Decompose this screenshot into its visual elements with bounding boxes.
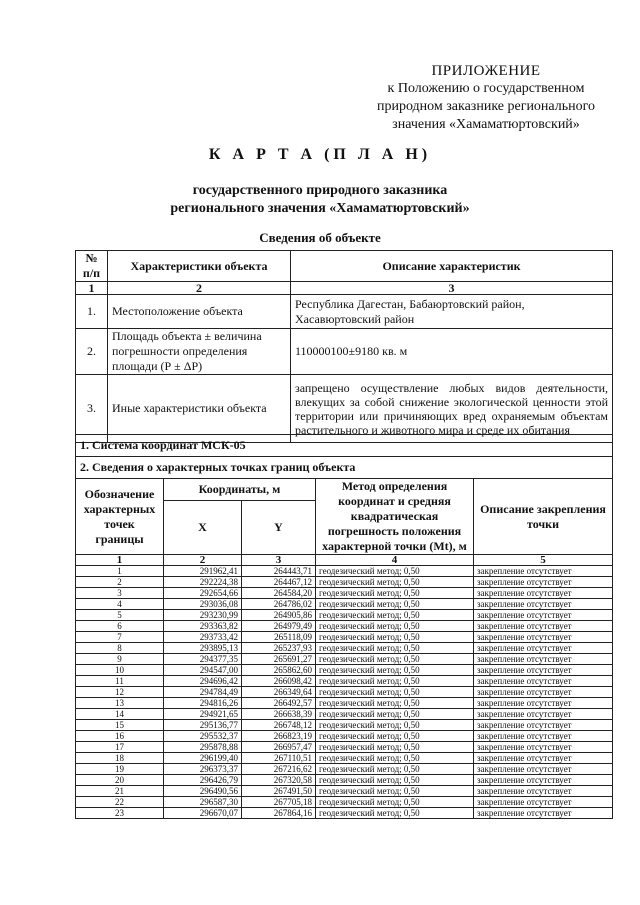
coordinate-x: 294784,49 [164, 687, 242, 698]
row-number: 3. [76, 375, 108, 443]
coordinate-x: 296426,79 [164, 775, 242, 786]
boundary-point-row [76, 720, 613, 731]
fixing-cell: закрепление отсутствует [474, 566, 613, 577]
coordinate-y: 266098,42 [242, 676, 316, 687]
object-info-table [75, 250, 613, 443]
coordinate-y: 264979,49 [242, 621, 316, 632]
coordinate-x: 296373,37 [164, 764, 242, 775]
fixing-cell: закрепление отсутствует [474, 665, 613, 676]
appendix-line-2: природном заказнике регионального [376, 99, 596, 114]
appendix-heading: ПРИЛОЖЕНИЕ [431, 63, 541, 79]
coordinate-x: 296199,40 [164, 753, 242, 764]
fixing-cell: закрепление отсутствует [474, 577, 613, 588]
boundary-point-row [76, 588, 613, 599]
header-fixing: Описание закрепления точки [474, 479, 613, 555]
subtitle-line-1: государственного природного заказника [192, 183, 448, 198]
coordinate-y: 267216,62 [242, 764, 316, 775]
coordinate-x: 296490,56 [164, 786, 242, 797]
header-description: Описание характеристик [291, 251, 613, 282]
point-number: 19 [76, 764, 164, 775]
description-cell: 110000100±9180 кв. м [291, 329, 613, 375]
coordinate-x: 293363,82 [164, 621, 242, 632]
coordinate-y: 265691,27 [242, 654, 316, 665]
point-number: 3 [76, 588, 164, 599]
coordinate-x: 296670,07 [164, 808, 242, 819]
coordinate-x: 293036,08 [164, 599, 242, 610]
coordinate-x: 294547,00 [164, 665, 242, 676]
point-number: 5 [76, 610, 164, 621]
method-cell: геодезический метод; 0,50 [316, 632, 474, 643]
row-number: 2. [76, 329, 108, 375]
method-cell: геодезический метод; 0,50 [316, 621, 474, 632]
boundary-point-row [76, 621, 613, 632]
fixing-cell: закрепление отсутствует [474, 808, 613, 819]
point-number: 17 [76, 742, 164, 753]
method-cell: геодезический метод; 0,50 [316, 698, 474, 709]
fixing-cell: закрепление отсутствует [474, 742, 613, 753]
method-cell: геодезический метод; 0,50 [316, 731, 474, 742]
coordinate-x: 293230,99 [164, 610, 242, 621]
header-coordinates: Координаты, м [164, 479, 316, 501]
coordinate-y: 265862,60 [242, 665, 316, 676]
point-number: 23 [76, 808, 164, 819]
coordinate-y: 265118,09 [242, 632, 316, 643]
coordinate-x: 293895,13 [164, 643, 242, 654]
boundary-point-row [76, 797, 613, 808]
row-number: 1. [76, 295, 108, 329]
boundary-point-row [76, 632, 613, 643]
object-info-heading: Сведения об объекте [259, 230, 381, 245]
appendix-block [356, 62, 616, 134]
method-cell: геодезический метод; 0,50 [316, 720, 474, 731]
point-number: 1 [76, 566, 164, 577]
boundary-point-row [76, 808, 613, 819]
section-boundary-points: 2. Сведения о характерных точках границ объекта [76, 457, 613, 479]
coordinate-y: 264467,12 [242, 577, 316, 588]
fixing-cell: закрепление отсутствует [474, 797, 613, 808]
coordinate-x: 294696,42 [164, 676, 242, 687]
boundary-point-row [76, 775, 613, 786]
method-cell: геодезический метод; 0,50 [316, 742, 474, 753]
point-number: 10 [76, 665, 164, 676]
point-number: 11 [76, 676, 164, 687]
boundary-point-row [76, 687, 613, 698]
coordinate-x: 294377,35 [164, 654, 242, 665]
document-subtitle [0, 182, 640, 218]
section-coordinate-system: 1. Система координат МСК-05 [76, 435, 613, 457]
coordinate-x: 294921,65 [164, 709, 242, 720]
column-number: 3 [242, 555, 316, 566]
point-number: 18 [76, 753, 164, 764]
column-number: 2 [164, 555, 242, 566]
method-cell: геодезический метод; 0,50 [316, 566, 474, 577]
description-cell: запрещено осуществление любых видов деятельности, влекущих за собой снижение экологической ценности этой территории или причиняющих вред охраняемым объектам растительного и животного мира и среде их обитания [291, 375, 613, 443]
column-number: 3 [291, 282, 613, 295]
boundary-point-row [76, 698, 613, 709]
coordinate-y: 266823,19 [242, 731, 316, 742]
point-number: 20 [76, 775, 164, 786]
characteristic-cell: Иные характеристики объекта [108, 375, 291, 443]
fixing-cell: закрепление отсутствует [474, 621, 613, 632]
coordinate-x: 296587,30 [164, 797, 242, 808]
fixing-cell: закрепление отсутствует [474, 687, 613, 698]
point-number: 8 [76, 643, 164, 654]
column-number: 2 [108, 282, 291, 295]
method-cell: геодезический метод; 0,50 [316, 753, 474, 764]
header-x: X [164, 500, 242, 554]
point-number: 2 [76, 577, 164, 588]
coordinate-y: 266638,39 [242, 709, 316, 720]
document-title: К А Р Т А (П Л А Н) [208, 146, 432, 163]
fixing-cell: закрепление отсутствует [474, 676, 613, 687]
point-number: 9 [76, 654, 164, 665]
coordinate-y: 267491,50 [242, 786, 316, 797]
method-cell: геодезический метод; 0,50 [316, 709, 474, 720]
appendix-line-1: к Положению о государственном [387, 81, 585, 96]
fixing-cell: закрепление отсутствует [474, 775, 613, 786]
header-number: № п/п [76, 251, 108, 282]
method-cell: геодезический метод; 0,50 [316, 797, 474, 808]
header-method: Метод определения координат и средняя квадратическая погрешность положения характерной точки (Mt), м [316, 479, 474, 555]
coordinate-y: 264786,02 [242, 599, 316, 610]
method-cell: геодезический метод; 0,50 [316, 654, 474, 665]
fixing-cell: закрепление отсутствует [474, 709, 613, 720]
boundary-point-row [76, 709, 613, 720]
boundary-point-row [76, 753, 613, 764]
boundary-point-row [76, 566, 613, 577]
fixing-cell: закрепление отсутствует [474, 720, 613, 731]
method-cell: геодезический метод; 0,50 [316, 577, 474, 588]
method-cell: геодезический метод; 0,50 [316, 687, 474, 698]
header-characteristic: Характеристики объекта [108, 251, 291, 282]
point-number: 22 [76, 797, 164, 808]
coordinate-x: 293733,42 [164, 632, 242, 643]
boundary-point-row [76, 764, 613, 775]
header-y: Y [242, 500, 316, 554]
header-designation: Обозначение характерных точек границы [76, 479, 164, 555]
coordinate-y: 267705,18 [242, 797, 316, 808]
coordinate-y: 267320,58 [242, 775, 316, 786]
method-cell: геодезический метод; 0,50 [316, 764, 474, 775]
point-number: 7 [76, 632, 164, 643]
method-cell: геодезический метод; 0,50 [316, 676, 474, 687]
coordinate-y: 267864,16 [242, 808, 316, 819]
method-cell: геодезический метод; 0,50 [316, 775, 474, 786]
coordinate-y: 267110,51 [242, 753, 316, 764]
method-cell: геодезический метод; 0,50 [316, 665, 474, 676]
coordinate-y: 266349,64 [242, 687, 316, 698]
coordinate-y: 266492,57 [242, 698, 316, 709]
method-cell: геодезический метод; 0,50 [316, 588, 474, 599]
fixing-cell: закрепление отсутствует [474, 632, 613, 643]
coordinate-y: 266957,47 [242, 742, 316, 753]
fixing-cell: закрепление отсутствует [474, 588, 613, 599]
coordinate-x: 295532,37 [164, 731, 242, 742]
coordinate-x: 294816,26 [164, 698, 242, 709]
points-body [76, 566, 613, 819]
fixing-cell: закрепление отсутствует [474, 654, 613, 665]
coordinate-y: 264443,71 [242, 566, 316, 577]
appendix-line-3: значения «Хамаматюртовский» [392, 117, 580, 132]
fixing-cell: закрепление отсутствует [474, 698, 613, 709]
point-number: 21 [76, 786, 164, 797]
fixing-cell: закрепление отсутствует [474, 643, 613, 654]
fixing-cell: закрепление отсутствует [474, 599, 613, 610]
fixing-cell: закрепление отсутствует [474, 731, 613, 742]
boundary-point-row [76, 665, 613, 676]
coordinate-y: 265237,93 [242, 643, 316, 654]
boundary-point-row [76, 577, 613, 588]
point-number: 16 [76, 731, 164, 742]
point-number: 14 [76, 709, 164, 720]
coordinate-y: 264905,86 [242, 610, 316, 621]
boundary-point-row [76, 676, 613, 687]
boundary-point-row [76, 610, 613, 621]
boundary-point-row [76, 742, 613, 753]
point-number: 6 [76, 621, 164, 632]
fixing-cell: закрепление отсутствует [474, 753, 613, 764]
fixing-cell: закрепление отсутствует [474, 610, 613, 621]
fixing-cell: закрепление отсутствует [474, 786, 613, 797]
column-number: 1 [76, 282, 108, 295]
description-cell: Республика Дагестан, Бабаюртовский район, Хасавюртовский район [291, 295, 613, 329]
method-cell: геодезический метод; 0,50 [316, 610, 474, 621]
boundary-point-row [76, 643, 613, 654]
coordinate-x: 292654,66 [164, 588, 242, 599]
method-cell: геодезический метод; 0,50 [316, 643, 474, 654]
column-number: 5 [474, 555, 613, 566]
boundary-point-row [76, 654, 613, 665]
method-cell: геодезический метод; 0,50 [316, 599, 474, 610]
fixing-cell: закрепление отсутствует [474, 764, 613, 775]
point-number: 4 [76, 599, 164, 610]
subtitle-line-2: регионального значения «Хамаматюртовский» [170, 201, 470, 216]
coordinate-y: 264584,20 [242, 588, 316, 599]
coordinate-x: 292224,38 [164, 577, 242, 588]
column-number: 4 [316, 555, 474, 566]
characteristic-cell: Площадь объекта ± величина погрешности определения площади (Р ± ΔР) [108, 329, 291, 375]
column-number: 1 [76, 555, 164, 566]
characteristic-cell: Местоположение объекта [108, 295, 291, 329]
boundary-point-row [76, 786, 613, 797]
method-cell: геодезический метод; 0,50 [316, 786, 474, 797]
point-number: 13 [76, 698, 164, 709]
coordinate-x: 295136,77 [164, 720, 242, 731]
boundary-points-table [75, 434, 613, 819]
boundary-point-row [76, 599, 613, 610]
point-number: 12 [76, 687, 164, 698]
coordinate-x: 291962,41 [164, 566, 242, 577]
coordinate-x: 295878,88 [164, 742, 242, 753]
boundary-point-row [76, 731, 613, 742]
method-cell: геодезический метод; 0,50 [316, 808, 474, 819]
coordinate-y: 266748,12 [242, 720, 316, 731]
point-number: 15 [76, 720, 164, 731]
